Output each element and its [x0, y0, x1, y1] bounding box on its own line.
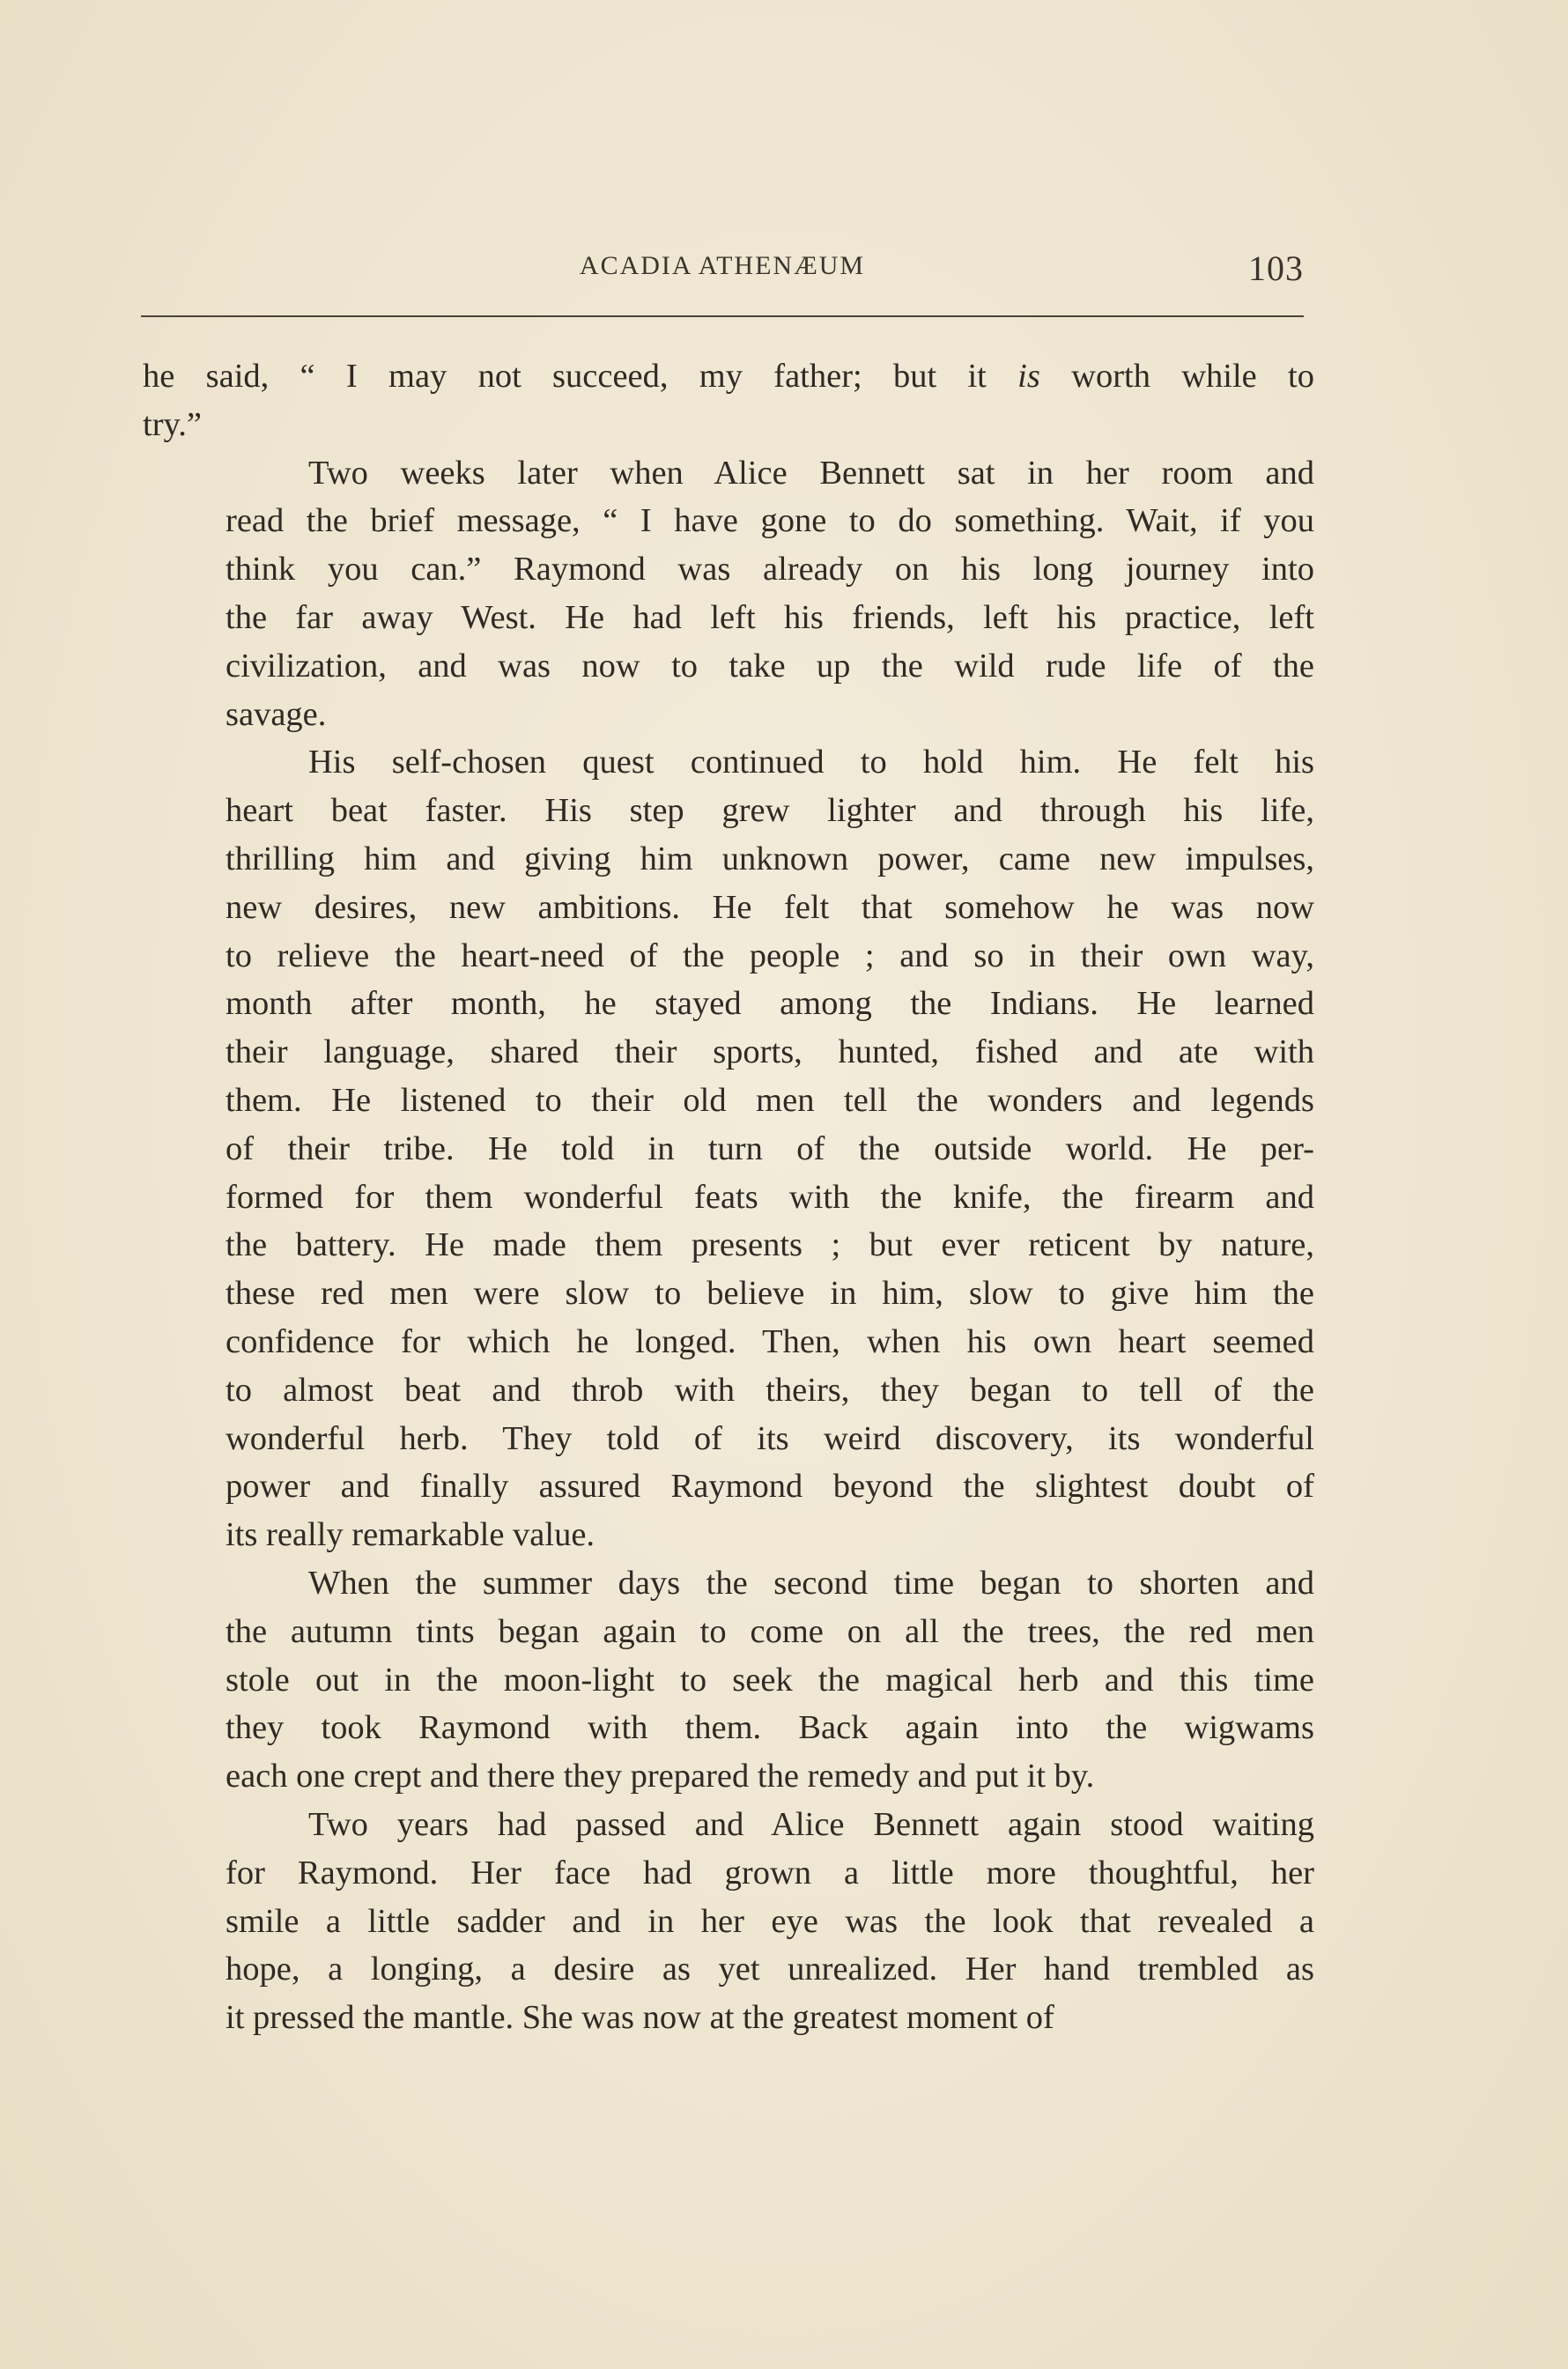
text-segment: think you can.” Raymond was already on his long journey into	[226, 551, 1314, 589]
text-segment: month after month, he stayed among the Indians. He learned	[226, 985, 1314, 1023]
text-segment: stole out in the moon-light to seek the magical herb and this time	[226, 1661, 1314, 1699]
text-line	[143, 691, 1314, 739]
paragraph-p4	[143, 1559, 1314, 1801]
text-line	[143, 1704, 1314, 1752]
text-segment: When the summer days the second time began to shorten and	[308, 1564, 1314, 1602]
text-segment: smile a little sadder and in her eye was the look that revealed a	[226, 1902, 1314, 1940]
text-line	[143, 1898, 1314, 1946]
text-line	[143, 738, 1314, 787]
text-segment: His self-chosen quest continued to hold him. He felt his	[308, 744, 1314, 781]
text-line	[143, 1656, 1314, 1705]
text-line	[143, 884, 1314, 932]
text-line	[143, 1559, 1314, 1608]
text-line	[143, 1849, 1314, 1898]
text-line	[143, 594, 1314, 642]
text-line	[143, 1028, 1314, 1077]
text-segment: Two weeks later when Alice Bennett sat in her room and	[308, 454, 1314, 492]
text-segment: them. He listened to their old men tell the wonders and legends	[226, 1081, 1314, 1119]
text-segment: its really remarkable value.	[226, 1516, 595, 1554]
text-line	[143, 449, 1314, 498]
text-segment: power and finally assured Raymond beyond the slightest doubt of	[226, 1468, 1314, 1506]
text-line	[143, 545, 1314, 594]
paragraph-p5	[143, 1801, 1314, 2042]
body-text	[143, 352, 1314, 2042]
text-line	[143, 932, 1314, 981]
text-segment: new desires, new ambitions. He felt that somehow he was now	[226, 888, 1314, 926]
text-segment: worth while to	[1039, 358, 1315, 395]
text-line	[143, 1462, 1314, 1511]
text-line	[143, 1608, 1314, 1656]
text-segment: they took Raymond with them. Back again into the wigwams	[226, 1709, 1314, 1747]
text-line	[143, 1801, 1314, 1849]
text-segment: these red men were slow to believe in him, slow to give him the	[226, 1275, 1314, 1313]
text-segment: he said, “ I may not succeed, my father; but it	[143, 358, 1018, 395]
page-number: 103	[1248, 248, 1304, 288]
text-segment: each one crept and there they prepared the remedy and put it by.	[226, 1758, 1095, 1795]
text-line	[143, 1511, 1314, 1559]
text-segment: their language, shared their sports, hunted, fished and ate with	[226, 1033, 1314, 1071]
text-segment: for Raymond. Her face had grown a little more thoughtful, her	[226, 1854, 1314, 1891]
text-segment: try.”	[143, 405, 202, 443]
page-header	[141, 248, 1304, 295]
text-segment: the far away West. He had left his friends, left his practice, left	[226, 598, 1314, 636]
text-line	[143, 1125, 1314, 1173]
emphasis-text: is	[1017, 358, 1040, 395]
text-line	[143, 642, 1314, 691]
running-head: ACADIA ATHENÆUM	[579, 251, 866, 280]
text-segment: thrilling him and giving him unknown power, came new impulses,	[226, 840, 1314, 877]
text-line	[143, 1752, 1314, 1801]
text-segment: confidence for which he longed. Then, when his own heart seemed	[226, 1322, 1314, 1360]
text-line	[143, 1318, 1314, 1366]
text-segment: it pressed the mantle. She was now at the greatest moment of	[226, 1999, 1054, 2037]
text-segment: savage.	[226, 695, 327, 733]
text-line	[143, 401, 1314, 449]
text-line	[143, 497, 1314, 545]
text-line	[143, 1173, 1314, 1222]
text-line	[143, 1221, 1314, 1270]
text-segment: to relieve the heart-need of the people ; and so in their own way,	[226, 936, 1314, 974]
paragraph-p3	[143, 738, 1314, 1559]
text-segment: the battery. He made them presents ; but ever reticent by nature,	[226, 1226, 1314, 1264]
text-line	[143, 1077, 1314, 1125]
text-segment: hope, a longing, a desire as yet unrealized. Her hand trembled as	[226, 1951, 1314, 1988]
text-line	[143, 835, 1314, 884]
text-segment: formed for them wonderful feats with the knife, the firearm and	[226, 1178, 1314, 1216]
text-line	[143, 1270, 1314, 1318]
paragraph-p1	[143, 352, 1314, 449]
text-line	[143, 1366, 1314, 1415]
text-line	[143, 787, 1314, 835]
text-line	[143, 352, 1314, 401]
text-line	[143, 980, 1314, 1028]
text-segment: the autumn tints began again to come on all the trees, the red men	[226, 1612, 1314, 1650]
text-line	[143, 1945, 1314, 1994]
text-segment: heart beat faster. His step grew lighter and through his life,	[226, 792, 1314, 830]
paragraph-p2	[143, 449, 1314, 739]
text-segment: to almost beat and throb with theirs, they began to tell of the	[226, 1371, 1314, 1409]
text-segment: wonderful herb. They told of its weird discovery, its wonderful	[226, 1419, 1314, 1457]
header-rule	[141, 315, 1304, 317]
text-segment: read the brief message, “ I have gone to do something. Wait, if you	[226, 502, 1314, 540]
text-segment: civilization, and was now to take up the wild rude life of the	[226, 647, 1314, 685]
text-segment: Two years had passed and Alice Bennett again stood waiting	[308, 1805, 1314, 1843]
text-line	[143, 1415, 1314, 1463]
text-segment: of their tribe. He told in turn of the outside world. He per-	[226, 1129, 1314, 1167]
text-line	[143, 1994, 1314, 2042]
